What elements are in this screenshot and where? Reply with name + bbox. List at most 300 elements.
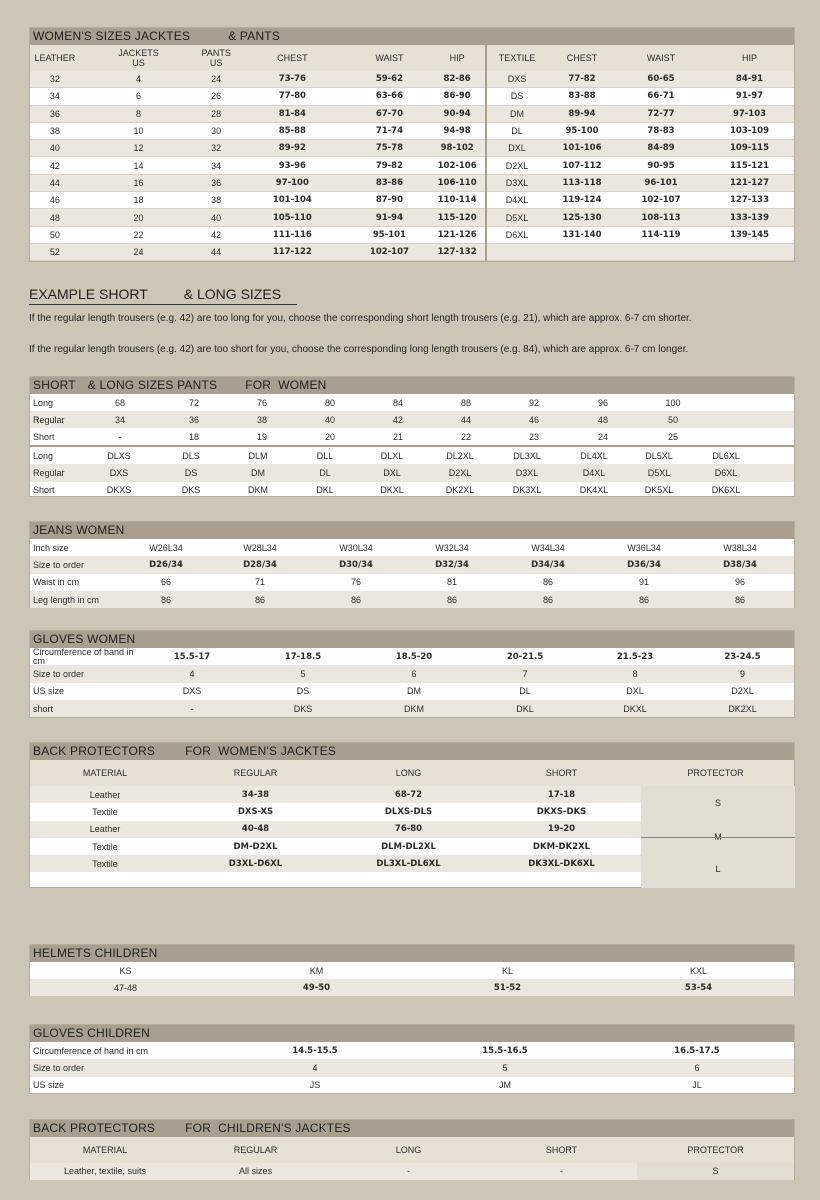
table-cell: 92 bbox=[528, 397, 539, 408]
table-cell: JS bbox=[309, 1080, 321, 1091]
table-cell: 66-71 bbox=[647, 91, 675, 102]
table-cell: DXS bbox=[507, 74, 527, 85]
table-row bbox=[30, 539, 794, 556]
short-long-textile bbox=[30, 447, 794, 499]
table-cell: 8 bbox=[632, 668, 638, 679]
table-cell: DL4XL bbox=[580, 450, 608, 461]
table-row bbox=[487, 106, 794, 123]
table-cell: 89-94 bbox=[568, 108, 596, 119]
table-cell: 49-50 bbox=[302, 982, 331, 993]
table-cell: 44 bbox=[49, 177, 60, 188]
table-cell: DK6XL bbox=[711, 485, 741, 496]
table-cell: DKXL bbox=[380, 485, 404, 496]
table-cell: 96 bbox=[597, 397, 608, 408]
table-cell: Circumference of hand in cm bbox=[33, 1045, 149, 1056]
table-cell: DKL bbox=[516, 703, 534, 714]
table-cell: 91-94 bbox=[375, 212, 404, 223]
table-cell: 40-48 bbox=[241, 824, 270, 835]
table-cell: 36 bbox=[211, 177, 222, 188]
table-cell: 46 bbox=[49, 195, 60, 206]
table-cell: 76 bbox=[350, 577, 361, 588]
table-cell: D38/34 bbox=[723, 559, 757, 570]
table-cell: WAIST bbox=[375, 53, 404, 63]
table-cell: 48 bbox=[597, 414, 608, 425]
table-cell: Long bbox=[33, 450, 54, 461]
table-cell: Leather, textile, suits bbox=[63, 1166, 147, 1176]
table-row bbox=[30, 872, 641, 888]
note-too-long: If the regular length trousers (e.g. 42) are too long for you, choose the corresponding short length trousers (e.g. 21), which are approx. 6-7 cm shorter. bbox=[29, 313, 692, 324]
table-cell: 23-24.5 bbox=[724, 651, 761, 662]
protector-divider bbox=[641, 837, 795, 838]
table-cell: 18 bbox=[188, 431, 199, 442]
table-cell: 10 bbox=[133, 126, 144, 137]
table-cell: 72-77 bbox=[647, 108, 675, 119]
table-cell: 36 bbox=[188, 414, 199, 425]
table-cell: 93-96 bbox=[278, 160, 306, 171]
table-row bbox=[487, 209, 794, 226]
table-row bbox=[30, 411, 794, 428]
table-row bbox=[487, 88, 794, 105]
table-row bbox=[30, 175, 485, 192]
table-cell: W34L34 bbox=[531, 542, 565, 553]
table-cell: DKM bbox=[404, 703, 424, 714]
table-row bbox=[487, 244, 794, 261]
table-cell: DKL bbox=[316, 485, 334, 496]
table-cell: DL bbox=[319, 467, 331, 478]
table-cell: 115-121 bbox=[729, 160, 769, 171]
table-cell: CHEST bbox=[277, 53, 308, 63]
table-cell: 86 bbox=[160, 594, 171, 605]
table-row bbox=[30, 556, 794, 573]
table-cell: 8 bbox=[136, 108, 142, 119]
table-cell: 60-65 bbox=[647, 74, 675, 85]
table-cell: 108-113 bbox=[641, 212, 681, 223]
table-cell: 7 bbox=[522, 668, 528, 679]
table-cell: short bbox=[33, 703, 54, 714]
table-cell: 44 bbox=[460, 414, 471, 425]
table-row bbox=[30, 394, 794, 411]
table-cell: 67-70 bbox=[375, 108, 404, 119]
table-cell: TEXTILE bbox=[498, 53, 536, 63]
table-cell: 17-18.5 bbox=[284, 651, 322, 662]
table-row bbox=[30, 464, 794, 481]
table-cell: 20-21.5 bbox=[506, 651, 544, 662]
table-cell: 38 bbox=[211, 195, 222, 206]
table-cell: D30/34 bbox=[339, 559, 373, 570]
table-cell: 78-83 bbox=[647, 126, 675, 137]
table-row bbox=[30, 786, 641, 803]
gloves-children-title: GLOVES CHILDREN bbox=[30, 1025, 794, 1042]
table-row bbox=[30, 683, 794, 700]
jeans-women-title: JEANS WOMEN bbox=[30, 522, 794, 539]
table-cell: 102-107 bbox=[641, 195, 681, 206]
table-row bbox=[30, 428, 794, 445]
table-cell: 26 bbox=[211, 91, 222, 102]
table-cell: 44 bbox=[211, 247, 222, 258]
table-row bbox=[30, 591, 794, 608]
table-cell: JACKETS US bbox=[118, 48, 159, 68]
table-cell: DKXL bbox=[623, 703, 647, 714]
table-cell: DM bbox=[407, 686, 421, 697]
table-cell: Size to order bbox=[33, 559, 85, 570]
table-cell: KL bbox=[501, 965, 513, 976]
table-row bbox=[30, 482, 794, 499]
womens-sizes-table bbox=[29, 27, 795, 262]
table-cell: 42 bbox=[392, 414, 403, 425]
table-cell: 82-86 bbox=[443, 74, 471, 85]
table-cell: 68 bbox=[114, 397, 125, 408]
table-cell: DL5XL bbox=[645, 450, 673, 461]
table-cell: W36L34 bbox=[627, 542, 661, 553]
table-cell: 14 bbox=[133, 160, 144, 171]
table-cell: - bbox=[560, 1166, 563, 1176]
table-cell: 95-100 bbox=[565, 126, 599, 137]
table-cell: 38 bbox=[49, 126, 60, 137]
table-header bbox=[30, 760, 794, 786]
table-header bbox=[30, 45, 485, 71]
table-row bbox=[30, 648, 794, 665]
table-row bbox=[30, 574, 794, 591]
table-cell: 102-107 bbox=[369, 247, 409, 258]
table-row bbox=[487, 140, 794, 157]
table-cell: Circumference of hand in cm bbox=[33, 647, 134, 666]
table-cell: 24 bbox=[133, 247, 144, 258]
table-cell: Leather bbox=[89, 824, 121, 835]
table-cell: - bbox=[407, 1166, 410, 1176]
table-cell: 76 bbox=[256, 397, 267, 408]
table-cell: DXS-XS bbox=[237, 806, 274, 817]
table-cell: 5 bbox=[300, 668, 306, 679]
table-row bbox=[30, 1059, 794, 1076]
table-cell: 51-52 bbox=[493, 982, 522, 993]
table-cell: 101-106 bbox=[562, 143, 602, 154]
table-cell: KS bbox=[119, 965, 132, 976]
table-row bbox=[30, 123, 485, 140]
table-cell: Long bbox=[33, 397, 54, 408]
table-cell: DK2XL bbox=[728, 703, 757, 714]
table-cell: D4XL bbox=[505, 195, 529, 206]
table-cell: 131-140 bbox=[562, 229, 602, 240]
table-cell: D28/34 bbox=[243, 559, 277, 570]
helmets-children-title: HELMETS CHILDREN bbox=[30, 945, 794, 962]
table-cell: 76-80 bbox=[394, 824, 423, 835]
table-cell: D4XL bbox=[582, 467, 606, 478]
table-cell: DK5XL bbox=[644, 485, 674, 496]
table-cell: 14.5-15.5 bbox=[292, 1045, 338, 1056]
protector-size: M bbox=[714, 832, 722, 842]
leather-sizes bbox=[30, 45, 487, 261]
table-cell: W38L34 bbox=[723, 542, 757, 553]
table-cell: - bbox=[190, 703, 194, 714]
table-cell: 98-102 bbox=[440, 143, 474, 154]
back-protectors-children-title: BACK PROTECTORS FOR CHILDREN'S JACKTES bbox=[30, 1120, 794, 1137]
table-cell: 48 bbox=[49, 212, 60, 223]
table-row bbox=[30, 803, 641, 820]
table-cell: 91 bbox=[638, 577, 649, 588]
table-row bbox=[30, 855, 641, 872]
table-cell: DKS bbox=[181, 485, 201, 496]
table-cell: 34 bbox=[211, 160, 222, 171]
table-row bbox=[487, 227, 794, 244]
gloves-children-table bbox=[29, 1024, 795, 1094]
table-cell: 24 bbox=[597, 431, 608, 442]
table-row bbox=[30, 1163, 794, 1180]
table-cell: 12 bbox=[133, 143, 144, 154]
table-cell: DLM-DL2XL bbox=[381, 841, 436, 852]
protector-size: L bbox=[715, 864, 721, 874]
table-cell: D36/34 bbox=[627, 559, 661, 570]
table-cell: S bbox=[637, 1163, 794, 1180]
table-cell: DK3XL bbox=[512, 485, 542, 496]
table-cell: 95-101 bbox=[372, 229, 406, 240]
table-row bbox=[30, 227, 485, 244]
table-row bbox=[487, 71, 794, 88]
table-cell: 81-84 bbox=[278, 108, 306, 119]
table-cell: LONG bbox=[395, 768, 422, 778]
table-cell: DM bbox=[251, 467, 265, 478]
jeans-women-table bbox=[29, 521, 795, 608]
table-cell: KXL bbox=[689, 965, 707, 976]
table-row bbox=[30, 192, 485, 209]
table-row bbox=[487, 123, 794, 140]
table-cell: D5XL bbox=[505, 212, 529, 223]
table-cell: 87-90 bbox=[375, 195, 404, 206]
table-cell: 20 bbox=[133, 212, 144, 223]
table-cell: DM-D2XL bbox=[233, 841, 278, 852]
table-cell: 20 bbox=[324, 431, 335, 442]
table-cell: 50 bbox=[49, 229, 60, 240]
table-cell: 6 bbox=[694, 1062, 700, 1073]
table-cell: 19 bbox=[256, 431, 267, 442]
table-header bbox=[30, 962, 794, 979]
table-cell: 106-110 bbox=[437, 177, 477, 188]
table-cell: 110-114 bbox=[437, 195, 477, 206]
table-cell: DKM-DK2XL bbox=[532, 841, 591, 852]
table-cell: US size bbox=[33, 1080, 65, 1091]
table-cell: 117-122 bbox=[272, 247, 312, 258]
table-cell: 86 bbox=[638, 594, 649, 605]
table-cell: JL bbox=[692, 1080, 702, 1091]
table-cell: LONG bbox=[395, 1145, 422, 1155]
table-cell: 71 bbox=[254, 577, 265, 588]
table-cell: 59-62 bbox=[375, 74, 404, 85]
table-cell: D34/34 bbox=[531, 559, 565, 570]
table-cell: DKM bbox=[248, 485, 268, 496]
table-cell: 42 bbox=[49, 160, 60, 171]
table-cell: 100 bbox=[665, 397, 681, 408]
note-too-short: If the regular length trousers (e.g. 42) are too short for you, choose the corresponding long length trousers (e.g. 84), which are approx. 6-7 cm longer. bbox=[29, 344, 689, 355]
table-cell: Regular bbox=[33, 467, 65, 478]
table-cell: DS bbox=[510, 91, 524, 102]
table-cell: 63-66 bbox=[375, 91, 404, 102]
table-cell: DK3XL-DK6XL bbox=[528, 858, 595, 869]
table-row bbox=[30, 838, 641, 855]
table-cell: 68-72 bbox=[394, 789, 423, 800]
table-cell: 28 bbox=[211, 108, 222, 119]
table-cell: 86 bbox=[542, 577, 553, 588]
table-row bbox=[30, 140, 485, 157]
table-cell: 86-90 bbox=[443, 91, 471, 102]
table-cell: 18 bbox=[133, 195, 144, 206]
table-cell: 88 bbox=[460, 397, 471, 408]
table-row bbox=[487, 175, 794, 192]
table-row bbox=[30, 88, 485, 105]
back-protectors-women-table bbox=[29, 742, 795, 888]
table-cell: 111-116 bbox=[272, 229, 312, 240]
table-cell: 21.5-23 bbox=[616, 651, 654, 662]
helmets-children-table bbox=[29, 944, 795, 996]
textile-sizes bbox=[487, 45, 794, 261]
table-cell: D5XL bbox=[647, 467, 671, 478]
table-cell: DL6XL bbox=[712, 450, 740, 461]
table-cell: 34-38 bbox=[241, 789, 270, 800]
table-cell: DXS bbox=[109, 467, 129, 478]
table-cell: 22 bbox=[460, 431, 471, 442]
table-cell: 80 bbox=[324, 397, 335, 408]
table-cell: 84-91 bbox=[735, 74, 764, 85]
table-cell: Regular bbox=[33, 414, 65, 425]
table-cell: 79-82 bbox=[375, 160, 404, 171]
table-cell: 6 bbox=[411, 668, 417, 679]
table-cell: 90-94 bbox=[443, 108, 471, 119]
table-row bbox=[487, 157, 794, 174]
table-cell: 77-80 bbox=[278, 91, 306, 102]
table-cell: REGULAR bbox=[233, 1145, 278, 1155]
table-cell: 34 bbox=[49, 91, 60, 102]
table-cell: 86 bbox=[542, 594, 553, 605]
table-cell: 97-100 bbox=[275, 177, 309, 188]
table-cell: PROTECTOR bbox=[687, 1145, 744, 1155]
table-cell: 103-109 bbox=[729, 126, 769, 137]
table-cell: DKXS bbox=[106, 485, 132, 496]
table-cell: 25 bbox=[667, 431, 678, 442]
table-cell: 81 bbox=[446, 577, 457, 588]
table-cell: 113-118 bbox=[562, 177, 602, 188]
table-row bbox=[30, 157, 485, 174]
table-cell: DL bbox=[511, 126, 523, 137]
table-cell: Size to order bbox=[33, 668, 85, 679]
table-cell: PROTECTOR bbox=[687, 768, 744, 778]
gloves-women-table bbox=[29, 630, 795, 718]
example-title: EXAMPLE SHORT & LONG SIZES bbox=[29, 286, 282, 302]
back-protectors-women-title: BACK PROTECTORS FOR WOMEN'S JACKTES bbox=[30, 743, 794, 760]
table-cell: D6XL bbox=[505, 229, 529, 240]
table-cell: 46 bbox=[528, 414, 539, 425]
table-cell: W28L34 bbox=[243, 542, 277, 553]
table-cell: 84 bbox=[392, 397, 403, 408]
table-cell: 6 bbox=[136, 91, 142, 102]
table-cell: 96-101 bbox=[644, 177, 678, 188]
table-cell: 133-139 bbox=[729, 212, 769, 223]
table-cell: DL2XL bbox=[446, 450, 474, 461]
table-cell: DXL bbox=[383, 467, 401, 478]
table-cell: 85-88 bbox=[278, 126, 306, 137]
table-cell: 9 bbox=[739, 668, 745, 679]
table-cell: 52 bbox=[49, 247, 60, 258]
table-cell: DLS bbox=[182, 450, 200, 461]
table-cell: HIP bbox=[449, 53, 465, 63]
table-cell: W26L34 bbox=[149, 542, 183, 553]
table-cell: D3XL bbox=[515, 467, 539, 478]
table-cell: 66 bbox=[160, 577, 171, 588]
table-cell: Size to order bbox=[33, 1062, 85, 1073]
table-cell: HIP bbox=[741, 53, 757, 63]
table-cell: REGULAR bbox=[233, 768, 278, 778]
table-cell: DLL bbox=[316, 450, 334, 461]
table-row bbox=[30, 700, 794, 717]
table-cell: 24 bbox=[211, 74, 222, 85]
table-cell: 96 bbox=[734, 577, 745, 588]
table-cell: DXL bbox=[626, 686, 644, 697]
table-cell: DLXS bbox=[107, 450, 131, 461]
table-cell: Textile bbox=[92, 806, 118, 817]
table-cell: MATERIAL bbox=[82, 1145, 128, 1155]
table-cell: 34 bbox=[114, 414, 125, 425]
table-cell: 21 bbox=[392, 431, 403, 442]
table-cell: PANTS US bbox=[201, 48, 231, 68]
table-cell: DK2XL bbox=[445, 485, 475, 496]
table-cell: 127-132 bbox=[437, 247, 477, 258]
table-cell: DKXS-DKS bbox=[536, 806, 587, 817]
table-cell: D3XL-D6XL bbox=[228, 858, 283, 869]
table-cell: 42 bbox=[211, 229, 222, 240]
table-cell: Textile bbox=[92, 858, 118, 869]
table-cell: 83-86 bbox=[375, 177, 404, 188]
table-row bbox=[30, 1077, 794, 1094]
table-cell: 72 bbox=[188, 397, 199, 408]
table-cell: 94-98 bbox=[443, 126, 471, 137]
table-cell: 36 bbox=[49, 108, 60, 119]
table-cell: DLXL bbox=[380, 450, 404, 461]
table-cell: D6XL bbox=[714, 467, 738, 478]
table-cell: 86 bbox=[446, 594, 457, 605]
table-cell: 109-115 bbox=[729, 143, 769, 154]
table-cell: 73-76 bbox=[278, 74, 306, 85]
table-row bbox=[30, 821, 641, 838]
table-cell: Short bbox=[33, 485, 55, 496]
table-cell: 18.5-20 bbox=[395, 651, 433, 662]
table-cell: 86 bbox=[254, 594, 265, 605]
table-cell: DKS bbox=[293, 703, 313, 714]
table-cell: 75-78 bbox=[375, 143, 404, 154]
table-row bbox=[30, 244, 485, 261]
table-cell: DK4XL bbox=[579, 485, 609, 496]
table-cell: 125-130 bbox=[562, 212, 602, 223]
table-cell: D2XL bbox=[731, 686, 754, 697]
table-cell: 30 bbox=[211, 126, 222, 137]
table-cell: D26/34 bbox=[149, 559, 183, 570]
table-cell: 15.5-17 bbox=[173, 651, 211, 662]
table-cell: 71-74 bbox=[375, 126, 404, 137]
table-cell: D2XL bbox=[505, 160, 529, 171]
table-cell: - bbox=[118, 431, 122, 442]
table-cell: 40 bbox=[49, 143, 60, 154]
womens-sizes-title: WOMEN'S SIZES JACKTES & PANTS bbox=[30, 28, 794, 45]
table-cell: WAIST bbox=[646, 53, 676, 63]
table-cell: 119-124 bbox=[562, 195, 602, 206]
table-cell: DLXS-DLS bbox=[384, 806, 433, 817]
table-cell: 139-145 bbox=[729, 229, 769, 240]
table-cell: 86 bbox=[734, 594, 745, 605]
table-cell: CHEST bbox=[566, 53, 598, 63]
table-cell: SHORT bbox=[545, 768, 578, 778]
table-cell: 17-18 bbox=[547, 789, 576, 800]
table-cell: 105-110 bbox=[272, 212, 312, 223]
table-cell: 53-54 bbox=[684, 982, 713, 993]
table-cell: Inch size bbox=[33, 542, 69, 553]
table-cell: 115-120 bbox=[437, 212, 477, 223]
table-cell: KM bbox=[309, 965, 324, 976]
